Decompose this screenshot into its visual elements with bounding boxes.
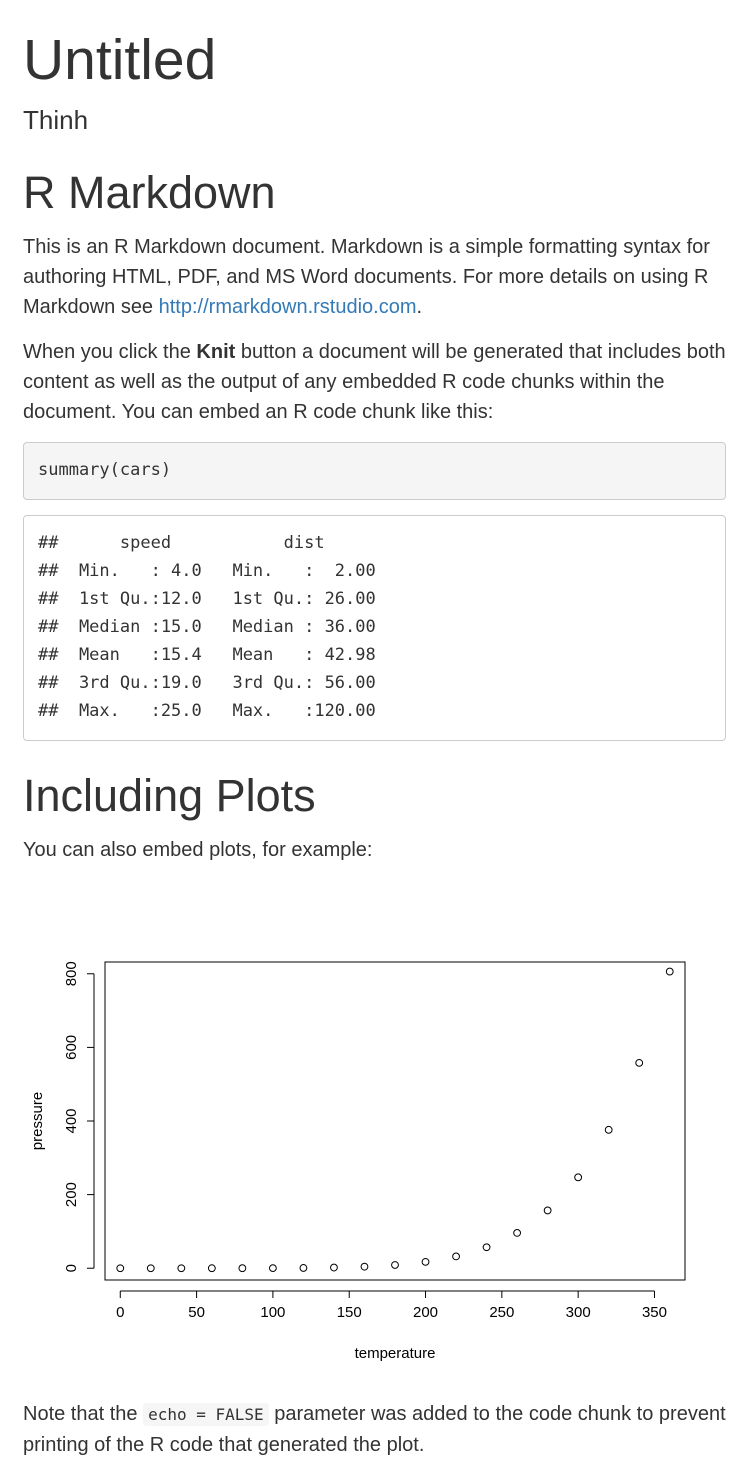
x-tick-label: 150 <box>336 1304 362 1321</box>
y-tick-label: 600 <box>63 1034 80 1060</box>
x-tick-label: 350 <box>641 1304 667 1321</box>
data-point <box>514 1229 521 1236</box>
knit-bold: Knit <box>196 341 236 363</box>
knit-text-after: button a document will be generated that includes both content as well as the output of any embedded R code chunks within the document. You can embed an R code chunk like this: <box>23 341 726 423</box>
knit-text-before: When you click the <box>23 341 197 363</box>
r-output-line: ## 1st Qu.:12.0 1st Qu.: 26.00 <box>38 589 376 609</box>
data-point <box>331 1264 338 1271</box>
data-point <box>239 1265 246 1272</box>
x-tick-label: 100 <box>260 1304 286 1321</box>
r-output-line: ## 3rd Qu.:19.0 3rd Qu.: 56.00 <box>38 673 376 693</box>
y-axis-label: pressure <box>29 1091 46 1151</box>
y-axis <box>63 961 94 1272</box>
data-point <box>666 968 673 975</box>
data-points <box>117 968 673 1271</box>
data-point <box>544 1207 551 1214</box>
y-tick-label: 800 <box>63 961 80 987</box>
echo-false-code: echo = FALSE <box>143 1403 269 1426</box>
plots-paragraph: You can also embed plots, for example: <box>23 839 373 861</box>
r-output-line: ## Max. :25.0 Max. :120.00 <box>38 701 397 721</box>
r-output-line: ## Median :15.0 Median : 36.00 <box>38 617 376 637</box>
x-axis-label: temperature <box>354 1345 436 1362</box>
plot-frame <box>105 962 685 1280</box>
section-heading-including-plots: Including Plots <box>23 770 316 821</box>
x-axis <box>116 1291 667 1321</box>
data-point <box>300 1265 307 1272</box>
x-tick-label: 0 <box>116 1304 125 1321</box>
data-point <box>361 1263 368 1270</box>
r-output-line: ## Mean :15.4 Mean : 42.98 <box>38 645 376 665</box>
intro-text: This is an R Markdown document. Markdown is a simple formatting syntax for authoring HTML, PDF, and MS Word documents. For more details on using R Markdown see <box>23 236 710 318</box>
x-tick-label: 200 <box>413 1304 439 1321</box>
data-point <box>178 1265 185 1272</box>
x-tick-label: 300 <box>565 1304 591 1321</box>
data-point <box>636 1059 643 1066</box>
document-title: Untitled <box>23 28 217 92</box>
y-tick-label: 400 <box>63 1108 80 1134</box>
data-point <box>208 1265 215 1272</box>
y-tick-label: 0 <box>63 1264 80 1273</box>
data-point <box>575 1174 582 1181</box>
data-point <box>422 1258 429 1265</box>
r-code-text: summary(cars) <box>38 460 172 480</box>
r-output-line: ## Min. : 4.0 Min. : 2.00 <box>38 561 376 581</box>
rmarkdown-link[interactable]: http://rmarkdown.rstudio.com <box>158 296 417 318</box>
y-tick-label: 200 <box>63 1182 80 1208</box>
intro-end: . <box>416 296 423 318</box>
data-point <box>392 1262 399 1269</box>
x-tick-label: 50 <box>188 1304 205 1321</box>
data-point <box>117 1265 124 1272</box>
data-point <box>605 1126 612 1133</box>
data-point <box>483 1244 490 1251</box>
section-heading-r-markdown: R Markdown <box>23 167 276 218</box>
r-output-line: ## speed dist <box>38 533 325 553</box>
note-text-before: Note that the <box>23 1403 144 1425</box>
x-tick-label: 250 <box>489 1304 515 1321</box>
data-point <box>453 1253 460 1260</box>
data-point <box>269 1265 276 1272</box>
data-point <box>147 1265 154 1272</box>
note-text-after: parameter was added to the code chunk to prevent printing of the R code that generated the plot. <box>23 1403 726 1456</box>
document-author: Thinh <box>23 105 89 135</box>
